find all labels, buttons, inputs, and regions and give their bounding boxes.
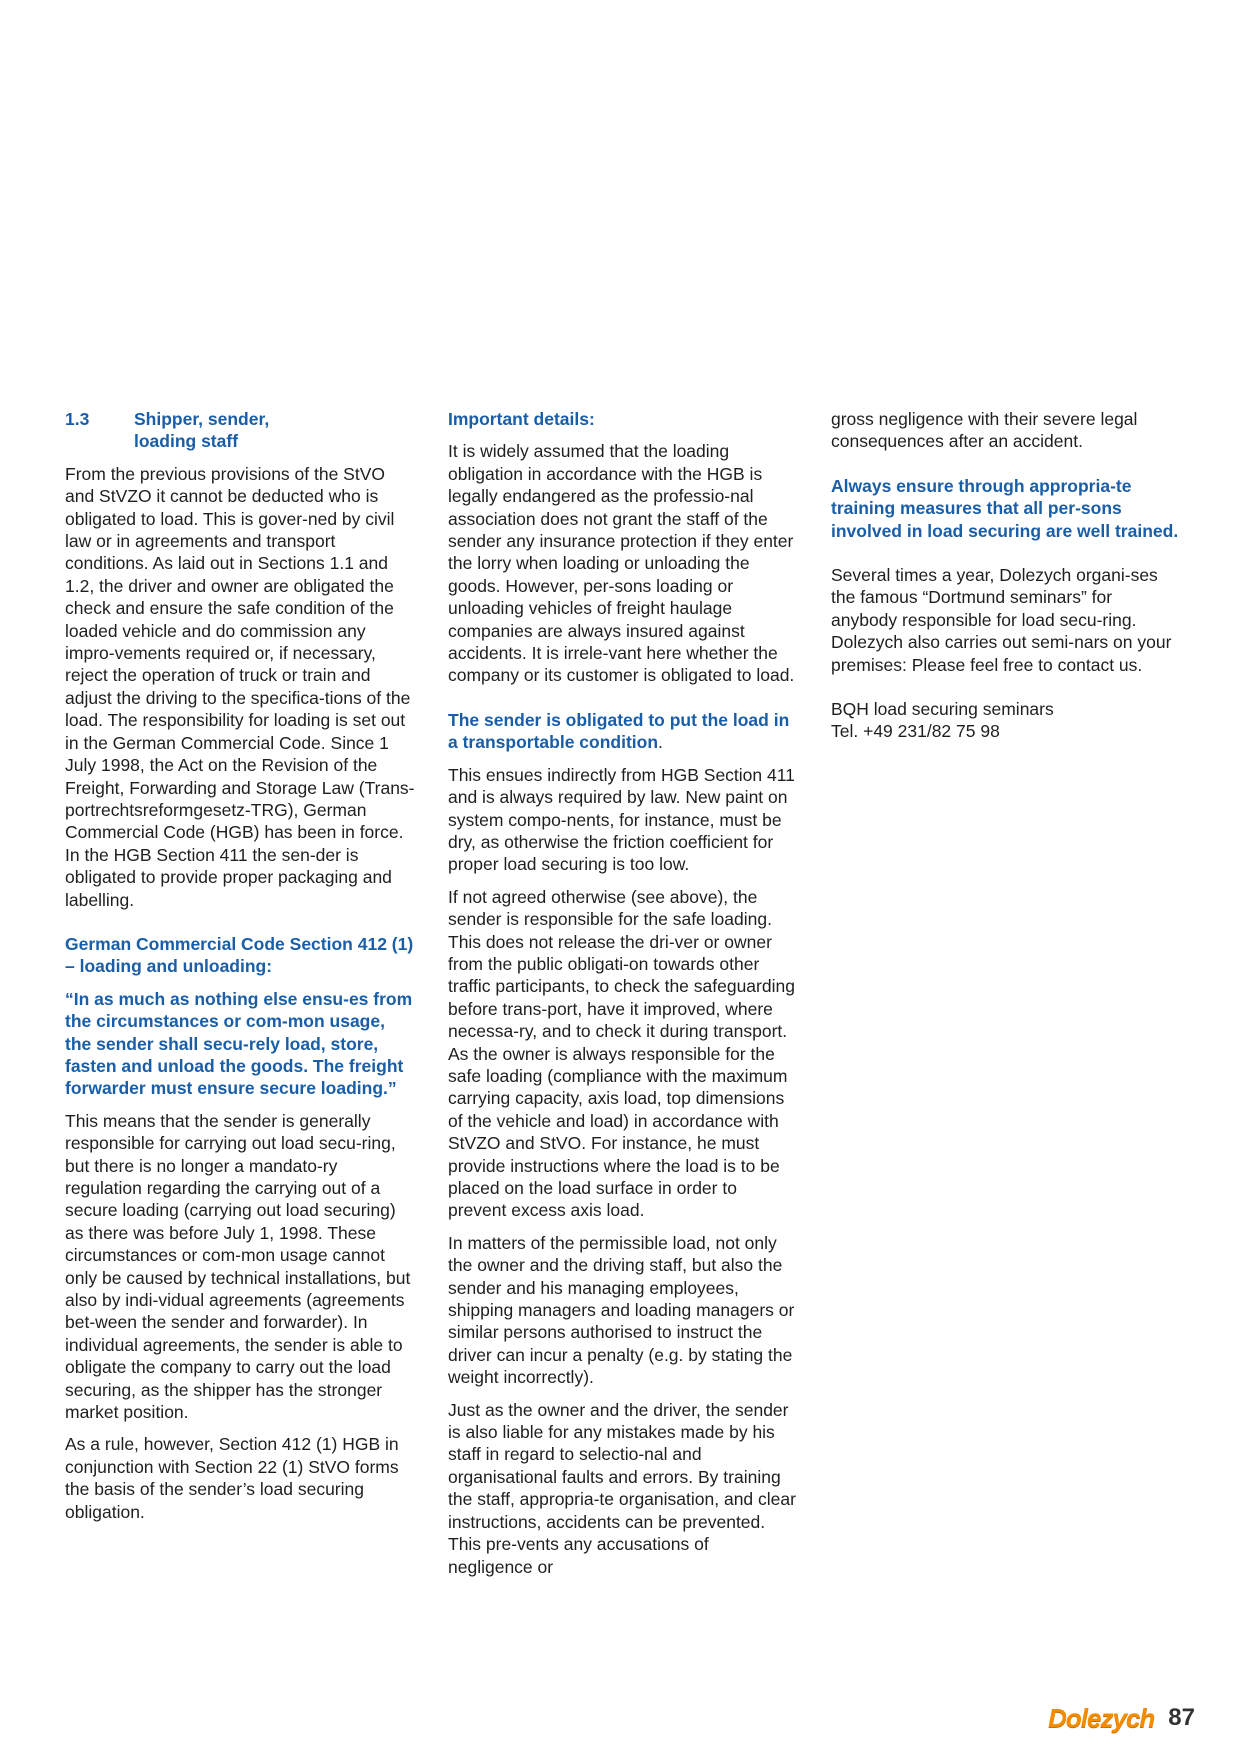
highlight-text: The sender is obligated to put the load in a transportable condition <box>448 709 790 753</box>
highlight-statement <box>448 709 798 754</box>
section-heading <box>65 408 415 453</box>
page-number: 87 <box>1168 1704 1195 1731</box>
column-1 <box>65 408 415 1533</box>
contact-seminars-label: BQH load securing seminars <box>831 699 1054 720</box>
paragraph: It is widely assumed that the loading obligation in accordance with the HGB is legally endangered as the professio-nal association does not grant the staff of the sender any insurance protection if they enter the lorry when loading or unloading the goods. However, per-sons loading or unloading vehicles of freight haulage companies are always insured against accidents. It is irrele-vant here whether the company or its customer is obligated to load. <box>448 441 795 686</box>
paragraph: This means that the sender is generally responsible for carrying out load secu-ring, but there is no longer a mandato-ry regulation regarding the carrying out of a secure loading (carrying out load securing) as there was before July 1, 1998. These circumstances or com-mon usage cannot only be caused by technical installations, but also by indi-vidual agreements (agreements bet-ween the sender and forwarder). In individual agreements, the sender is able to obligate the company to carry out the load securing, as the shipper has the stronger market position. <box>65 1110 411 1423</box>
column-2 <box>448 408 798 1588</box>
subheading-important-details: Important details: <box>448 409 595 429</box>
paragraph: Just as the owner and the driver, the sender is also liable for any mistakes made by his staff in regard to selectio-nal and organisational faults and errors. By training the staff, appropria-te organisation, and clear instructions, accidents can be prevented. This pre-vents any accusations of negligence or <box>448 1399 796 1577</box>
column-3 <box>831 408 1181 753</box>
section-title-line-1: Shipper, sender, <box>134 409 270 429</box>
section-title-line-2: loading staff <box>134 431 239 452</box>
paragraph: gross negligence with their severe legal consequences after an accident. <box>831 409 1138 452</box>
paragraph: As a rule, however, Section 412 (1) HGB in conjunction with Section 22 (1) StVO forms the basis of the sender’s load securing obligation. <box>65 1434 399 1522</box>
page-footer <box>1005 1700 1195 1736</box>
section-number: 1.3 <box>65 409 90 429</box>
section-title <box>134 408 415 453</box>
paragraph: This ensues indirectly from HGB Section 411 and is always required by law. New paint on system compo-nents, for instance, must be dry, as otherwise the friction coefficient for proper load securing is too low. <box>448 764 795 875</box>
highlight-period: . <box>658 732 663 753</box>
subheading-hgb-412: German Commercial Code Section 412 (1) – loading and unloading: <box>65 933 414 977</box>
paragraph: In matters of the permissible load, not only the owner and the driving staff, but also the sender and his managing employees, shipping managers and loading managers or similar persons authorised to instruct the driver can incur a penalty (e.g. by stating the weight incorrectly). <box>448 1232 795 1388</box>
dolezych-logo: Dolezych <box>1048 1702 1155 1733</box>
contact-phone: Tel. +49 231/82 75 98 <box>831 721 1000 742</box>
highlight-training: Always ensure through appropria-te training measures that all per-sons involved in load securing are well trained. <box>831 475 1179 541</box>
paragraph: From the previous provisions of the StVO and StVZO it cannot be deducted who is obligated to load. This is gover-ned by civil law or in agreements and transport conditions. As laid out in Sections 1.1 and 1.2, the driver and owner are obligated the check and ensure the safe condition of the loaded vehicle and do commission any impro-vements required or, if necessary, reject the operation of truck or train and adjust the driving to the specifica-tions of the load. The responsibility for loading is set out in the German Commercial Code. Since 1 July 1998, the Act on the Revision of the Freight, Forwarding and Storage Law (Trans-portrechtsreformgesetz-TRG), German Commercial Code (HGB) has been in force. In the HGB Section 411 the sen-der is obligated to provide proper packaging and labelling. <box>65 463 415 910</box>
paragraph-seminars: Several times a year, Dolezych organi-ses the famous “Dortmund seminars” for anybody responsible for load secu-ring. Dolezych also carries out semi-nars on your premises: Please feel free to contact us. <box>831 565 1172 675</box>
quote-hgb-412: “In as much as nothing else ensu-es from the circumstances or com-mon usage, the sender shall secu-rely load, store, fasten and unload the goods. The freight forwarder must ensure secure loading.” <box>65 988 413 1099</box>
contact-info <box>831 698 1181 743</box>
paragraph: If not agreed otherwise (see above), the sender is responsible for the safe loading. This does not release the dri-ver or owner from the public obligati-on towards other traffic participants, to check the safeguarding before trans-port, have it improved, where necessa-ry, and to check it during transport. As the owner is always responsible for the safe loading (compliance with the maximum carrying capacity, axis load, top dimensions of the vehicle and load) in accordance with StVZO and StVO. For instance, he must provide instructions where the load is to be placed on the load surface in order to prevent excess axis load. <box>448 886 795 1221</box>
